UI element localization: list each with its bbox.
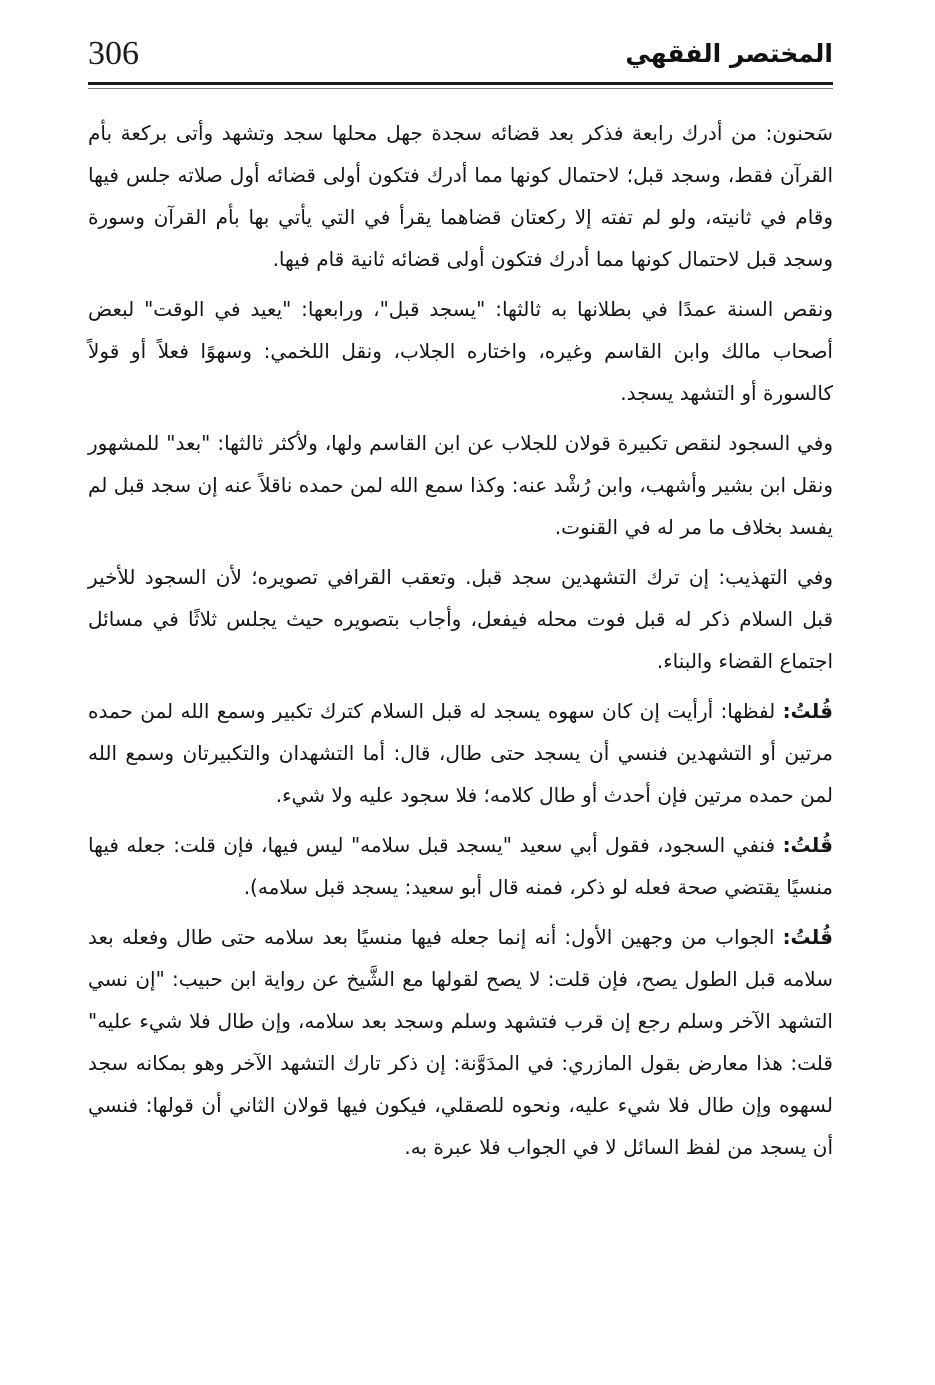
paragraph-lead: قُلتُ: xyxy=(782,925,833,949)
header-rule-thin xyxy=(88,88,833,89)
paragraph-lead: قُلتُ: xyxy=(782,833,833,857)
main-text xyxy=(88,112,833,1176)
paragraph-text: ونقص السنة عمدًا في بطلانها به ثالثها: "يسجد قبل"، ورابعها: "يعيد في الوقت" لبعض أصحاب مالك وابن القاسم وغيره، واختاره الجلاب، ونقل اللخمي: وسهوًا فعلاً أو قولاً كالسورة أو التشهد يسجد. xyxy=(88,297,833,405)
paragraph-text: وفي التهذيب: إن ترك التشهدين سجد قبل. وتعقب القرافي تصويره؛ لأن السجود للأخير قبل السلام ذكر له قبل فوت محله فيفعل، وأجاب بتصويره حيث يجلس ثلاثًا في مسائل اجتماع القضاء والبناء. xyxy=(88,565,833,673)
paragraph-6 xyxy=(88,824,833,908)
paragraph-text: وفي السجود لنقص تكبيرة قولان للجلاب عن ابن القاسم ولها، ولأكثر ثالثها: "بعد" للمشهور ونقل ابن بشير وأشهب، وابن رُشْد عنه: وكذا سمع الله لمن حمده ناقلاً عنه إن سجد قبل لم يفسد بخلاف ما مر له في القنوت. xyxy=(88,431,833,539)
page-header xyxy=(88,30,833,78)
paragraph-5 xyxy=(88,690,833,816)
paragraph-text: فنفي السجود، فقول أبي سعيد "يسجد قبل سلامه" ليس فيها، فإن قلت: جعله فيها منسيًا يقتضي صحة فعله لو ذكر، فمنه قال أبو سعيد: يسجد قبل سلامه). xyxy=(88,833,833,899)
paragraph-lead: قُلتُ: xyxy=(782,699,833,723)
paragraph-text: لفظها: أرأيت إن كان سهوه يسجد له قبل السلام كترك تكبير وسمع الله لمن حمده مرتين أو التشهدين فنسي أن يسجد حتى طال، قال: أما التشهدان والتكبيرتان وسمع الله لمن حمده مرتين فإن أحدث أو طال كلامه؛ فلا سجود عليه ولا شيء. xyxy=(88,699,833,807)
header-rule xyxy=(88,82,833,85)
paragraph-text: سَحنون: من أدرك رابعة فذكر بعد قضائه سجدة جهل محلها سجد وتشهد وأتى بركعة بأم القرآن فقط، وسجد قبل؛ لاحتمال كونها مما أدرك فتكون أولى قضائه أول صلاته جلس فيها وقام في ثانيته، ولو لم تفته إلا ركعتان قضاهما يقرأ في التي يأتي بها بأم القرآن وسورة وسجد قبل لاحتمال كونها مما أدرك فتكون أولى قضائه ثانية قام فيها. xyxy=(88,121,833,271)
paragraph-1 xyxy=(88,112,833,280)
paragraph-3 xyxy=(88,422,833,548)
running-title: المختصر الفقهي xyxy=(625,39,833,68)
paragraph-7 xyxy=(88,916,833,1168)
paragraph-text: الجواب من وجهين الأول: أنه إنما جعله فيها منسيًا بعد سلامه حتى طال وفعله بعد سلامه قبل الطول يصح، فإن قلت: لا يصح لقولها مع الشَّيخ عن رواية ابن حبيب: "إن نسي التشهد الآخر وسلم رجع إن قرب فتشهد وسلم وسجد بعد سلامه، وإن طال فلا شيء عليه" قلت: هذا معارض بقول المازري: في المدَوَّنة: إن ذكر تارك التشهد الآخر وهو بمكانه سجد لسهوه وإن طال فلا شيء عليه، ونحوه للصقلي، فيكون فيها قولان الثاني أن قولها: فنسي أن يسجد من لفظ السائل لا في الجواب فلا عبرة به. xyxy=(88,925,833,1159)
page-number: 306 xyxy=(88,35,139,72)
paragraph-2 xyxy=(88,288,833,414)
paragraph-4 xyxy=(88,556,833,682)
